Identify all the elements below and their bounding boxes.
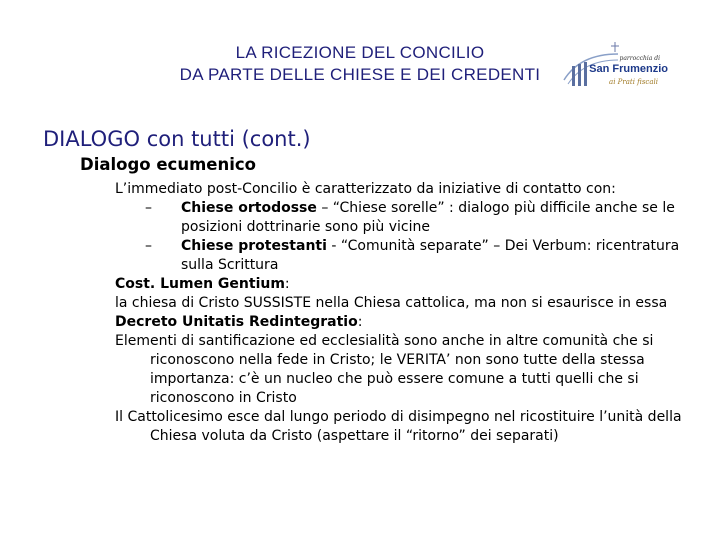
lumen-label: Cost. Lumen Gentium <box>115 276 285 292</box>
lumen-heading <box>115 275 710 294</box>
protestant-text: - “Comunità separate” – Dei Verbum: ricentratura sulla Scrittura <box>181 238 680 273</box>
list-item-orthodox <box>145 199 710 237</box>
orthodox-label: Chiese ortodosse <box>181 200 317 216</box>
unitatis-heading <box>115 313 710 332</box>
unitatis-colon: : <box>357 314 363 330</box>
lumen-colon: : <box>284 276 290 292</box>
orthodox-text: – “Chiese sorelle” : dialogo più difficile anche se le posizioni dottrinarie sono più vicine <box>181 200 675 235</box>
list-item-protestant <box>145 237 710 275</box>
protestant-label: Chiese protestanti <box>181 238 327 254</box>
lumen-paragraph: la chiesa di Cristo SUSSISTE nella Chiesa cattolica, ma non si esaurisce in essa <box>115 295 668 311</box>
closing-paragraph: Il Cattolicesimo esce dal lungo periodo di disimpegno nel ricostituire l’unità della Chiesa voluta da Cristo (aspettare il “ritorno” dei separati) <box>115 409 682 444</box>
unitatis-paragraph: Elementi di santificazione ed ecclesialità sono anche in altre comunità che si riconoscono nella fede in Cristo; le VERITA’ non sono tutte della stessa importanza: c’è un nucleo che può essere comune a tutti quelli che si riconoscono in Cristo <box>115 333 654 406</box>
unitatis-label: Decreto Unitatis Redintegratio <box>115 314 358 330</box>
dash-bullet: – <box>145 200 152 216</box>
title-line-2: DA PARTE DELLE CHIESE E DEI CREDENTI <box>179 65 541 84</box>
logo-line-3: ai Prati fiscali <box>609 78 658 86</box>
intro-paragraph: L’immediato post-Concilio è caratterizzato da iniziative di contatto con: <box>115 181 616 197</box>
dash-bullet: – <box>145 238 152 254</box>
slide-body <box>115 180 710 446</box>
section-subheading: Dialogo ecumenico <box>80 155 256 174</box>
logo-line-2: San Frumenzio <box>589 63 668 75</box>
parish-logo <box>560 40 670 95</box>
title-line-1: LA RICEZIONE DEL CONCILIO <box>235 43 485 62</box>
logo-line-1: parrocchia di <box>619 55 660 62</box>
section-heading: DIALOGO con tutti (cont.) <box>43 127 311 151</box>
